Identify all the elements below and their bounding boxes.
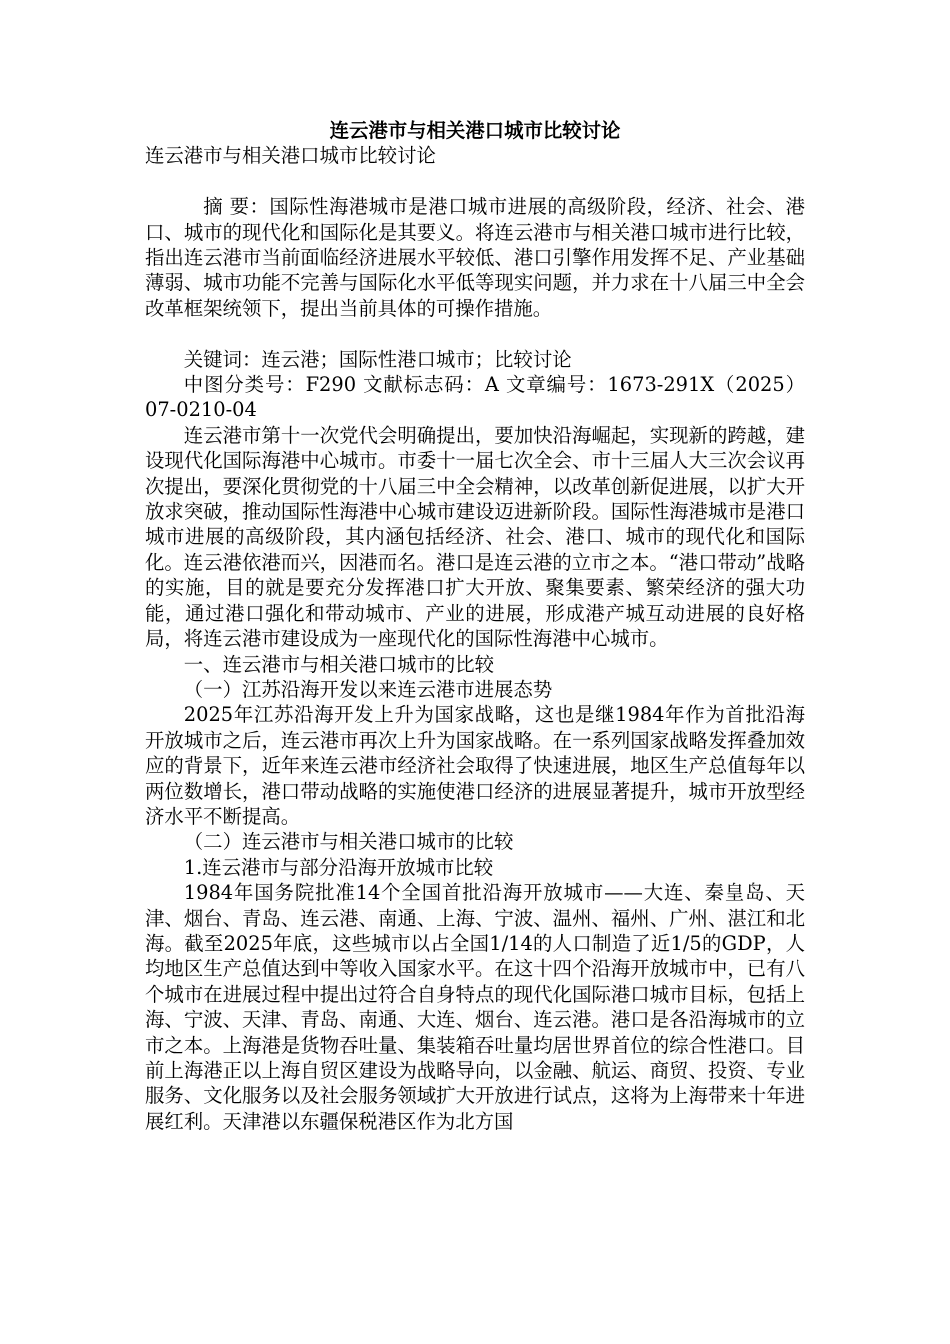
document-subtitle: 连云港市与相关港口城市比较讨论 [145,144,436,168]
body-paragraph-1984: 1984年国务院批准14个全国首批沿海开放城市——大连、秦皇岛、天津、烟台、青岛、连云港、南通、上海、宁波、温州、福州、广州、湛江和北海。截至2025年底，这些城市以占全国1/14的人口制造了近1/5的GDP，人均地区生产总值达到中等收入国家水平。在这十四个沿海开放城市中，已有八个城市在进展过程中提出过符合自身特点的现代化国际港口城市目标，包括上海、宁波、天津、青岛、南通、大连、烟台、连云港。港口是各沿海城市的立市之本。上海港是货物吞吐量、集装箱吞吐量均居世界首位的综合性港口。目前上海港正以上海自贸区建设为战略导向，以金融、航运、商贸、投资、专业服务、文化服务以及社会服务领域扩大开放进行试点，这将为上海带来十年进展红利。天津港以东疆保税港区作为北方国 [145,881,805,1133]
blank-line [145,169,805,194]
subsubsection-heading-1: 1.连云港市与部分沿海开放城市比较 [183,855,494,879]
blank-line [145,321,805,346]
abstract-paragraph: 摘 要：国际性海港城市是港口城市进展的高级阶段，经济、社会、港口、城市的现代化和国际化是其要义。将连云港市与相关港口城市进行比较，指出连云港市当前面临经济进展水平较低、港口引擎作用发挥不足、产业基础薄弱、城市功能不完善与国际化水平低等现实问题，并力求在十八届三中全会改革框架统领下，提出当前具体的可操作措施。 [145,195,805,320]
keywords-line: 关键词：连云港；国际性港口城市；比较讨论 [183,347,572,371]
section-heading-1: 一、连云港市与相关港口城市的比较 [183,652,495,676]
subsection-heading-2: （二）连云港市与相关港口城市的比较 [183,830,514,854]
body-paragraph-2025: 2025年江苏沿海开发上升为国家战略，这也是继1984年作为首批沿海开放城市之后，连云港市再次上升为国家战略。在一系列国家战略发挥叠加效应的背景下，近年来连云港市经济社会取得了快速进展，地区生产总值每年以两位数增长，港口带动战略的实施使港口经济的进展显著提升，城市开放型经济水平不断提高。 [145,703,805,828]
subsection-heading-1: （一）江苏沿海开发以来连云港市进展态势 [183,677,553,701]
document-title: 连云港市与相关港口城市比较讨论 [329,119,621,142]
classification-line: 中图分类号：F290 文献标志码：A 文章编号：1673-291X（2025）07-0210-04 [145,373,805,422]
document-page [145,118,805,1134]
body-paragraph-intro: 连云港市第十一次党代会明确提出，要加快沿海崛起，实现新的跨越，建设现代化国际海港中心城市。市委十一届七次全会、市十三届人大三次会议再次提出，要深化贯彻党的十八届三中全会精神，以改革创新促进展，以扩大开放求突破，推动国际性海港中心城市建设迈进新阶段。国际性海港城市是港口城市进展的高级阶段，其内涵包括经济、社会、港口、城市的现代化和国际化。连云港依港而兴，因港而名。港口是连云港的立市之本。“港口带动”战略的实施，目的就是要充分发挥港口扩大开放、聚集要素、繁荣经济的强大功能，通过港口强化和带动城市、产业的进展，形成港产城互动进展的良好格局，将连云港市建设成为一座现代化的国际性海港中心城市。 [145,423,805,651]
